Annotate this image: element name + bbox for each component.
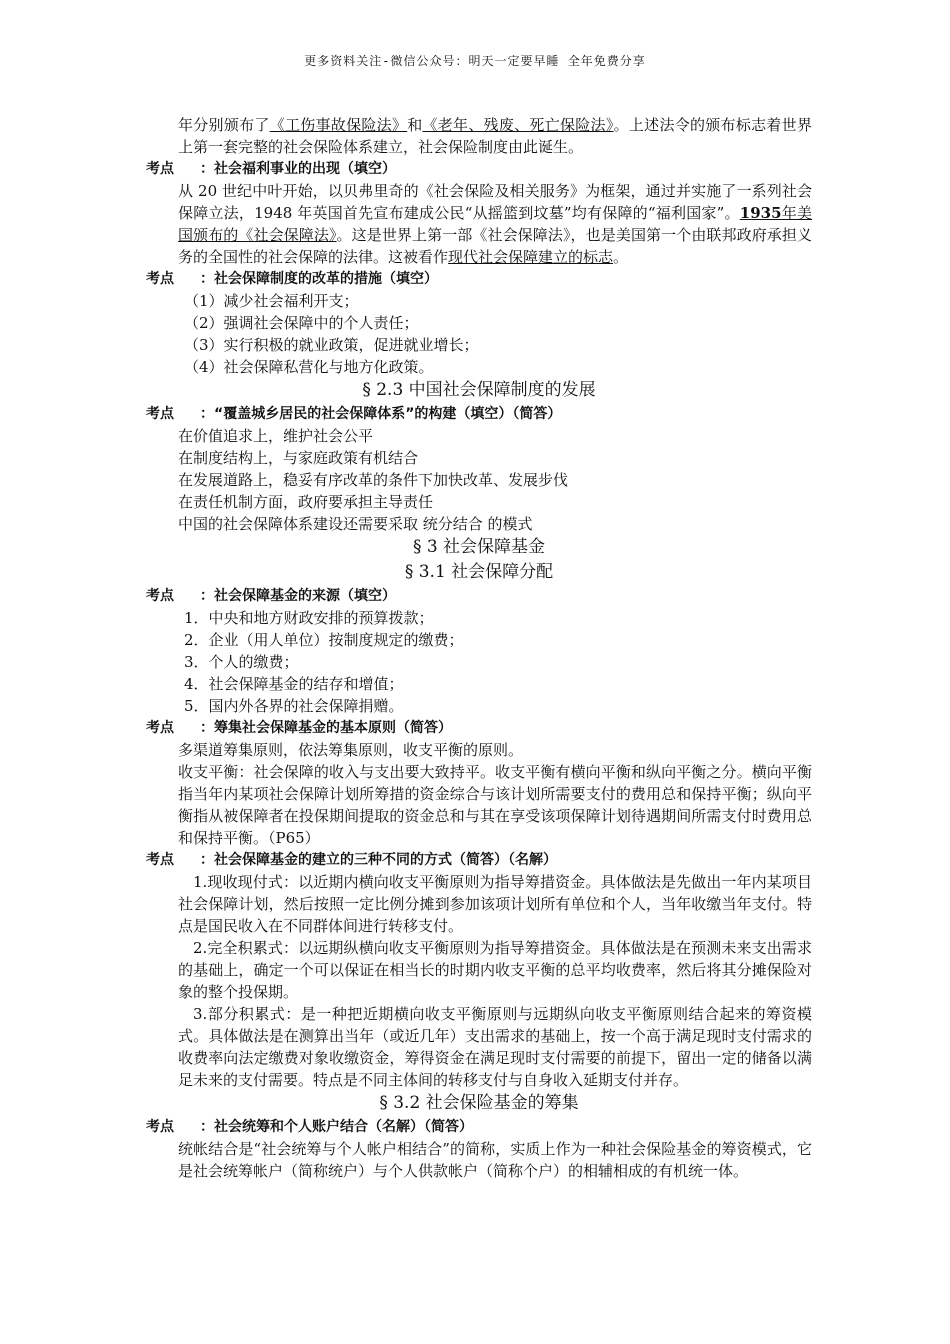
text-run: 和 [407, 116, 423, 134]
exam-point-heading [146, 585, 812, 607]
exam-point-title: ：社会保障基金的建立的三种不同的方式（简答）（名解） [200, 852, 557, 868]
list-item: （3）实行积极的就业政策，促进就业增长； [184, 336, 479, 354]
list-item: （1）减少社会福利开支； [184, 292, 359, 310]
exam-point-label: 考点 [146, 720, 174, 736]
list-item: 3．个人的缴费； [184, 653, 299, 671]
underlined-text: 《老年、残废、死亡保险法》 [422, 116, 614, 134]
list-item: 在价值追求上，维护社会公平 [178, 427, 374, 445]
section-heading: § 3.1 社会保障分配 [404, 562, 554, 582]
underlined-text: 《工伤事故保险法》 [269, 116, 408, 134]
section-heading: § 2.3 中国社会保障制度的发展 [362, 380, 596, 400]
section-heading: § 3.2 社会保险基金的筹集 [379, 1093, 579, 1113]
underlined-text: 现代社会保障建立的标志 [448, 248, 614, 266]
exam-point-label: 考点 [146, 1119, 174, 1135]
list-item: 4．社会保障基金的结存和增值； [184, 675, 404, 693]
exam-point-heading [146, 717, 812, 739]
text-run: 。这是世界上第一部《社会保障法》，也是美国第一个由联邦政府承担义务的全国性的社会保障的法律。这被看作 [178, 226, 812, 266]
page-header: 更多资料关注-微信公众号：明天一定要早睡 全年免费分享 [304, 54, 646, 68]
exam-point-heading [146, 403, 812, 425]
text-run: 。上述法令的颁布标志着世界上第一套完整的社会保险体系建立，社会保险制度由此诞生。 [178, 116, 812, 156]
exam-point-heading [146, 849, 812, 871]
list-item: 在发展道路上，稳妥有序改革的条件下加快改革、发展步伐 [178, 471, 569, 489]
exam-point-title: ：社会保障基金的来源（填空） [200, 588, 396, 604]
paragraph: 2.完全积累式：以远期纵横向收支平衡原则为指导筹措资金。具体做法是在预测未来支出需求的基础上，确定一个可以保证在相当长的时期内收支平衡的总平均收费率，然后将其分摊保险对象的整个投保期。 [178, 939, 812, 1001]
paragraph: 1.现收现付式：以近期内横向收支平衡原则为指导筹措资金。具体做法是先做出一年内某项目社会保障计划，然后按照一定比例分摊到参加该项计划所有单位和个人，当年收缴当年支付。特点是国民收入在不同群体间进行转移支付。 [178, 873, 812, 935]
list-item: 1．中央和地方财政安排的预算拨款； [184, 609, 434, 627]
section-heading: § 3 社会保障基金 [412, 537, 546, 557]
list-item: （2）强调社会保障中的个人责任； [184, 314, 419, 332]
exam-point-title: ：筹集社会保障基金的基本原则（简答） [200, 720, 452, 736]
underlined-text: 年美国颁布的《社会保障法》 [178, 204, 812, 244]
exam-point-label: 考点 [146, 588, 174, 604]
text-run: 年分别颁布了 [178, 116, 270, 134]
exam-point-title: ：社会统筹和个人账户结合（名解）（简答） [200, 1119, 473, 1135]
paragraph-insurance-laws [146, 114, 812, 158]
text-run: 。 [613, 248, 629, 266]
exam-point-label: 考点 [146, 271, 174, 287]
paragraph: 统帐结合是“社会统筹与个人帐户相结合”的简称，实质上作为一种社会保险基金的筹资模式，它是社会统筹帐户（简称统户）与个人供款帐户（简称个户）的相辅相成的有机统一体。 [178, 1140, 812, 1180]
paragraph-welfare-state [146, 180, 812, 268]
exam-point-label: 考点 [146, 406, 174, 422]
list-item: （4）社会保障私营化与地方化政策。 [184, 358, 434, 376]
exam-point-label: 考点 [146, 852, 174, 868]
list-item: 在制度结构上，与家庭政策有机结合 [178, 449, 419, 467]
list-item: 2．企业（用人单位）按制度规定的缴费； [184, 631, 464, 649]
list-item: 中国的社会保障体系建设还需要采取 统分结合 的模式 [178, 515, 533, 533]
exam-point-heading [146, 1116, 812, 1138]
paragraph: 多渠道筹集原则，依法筹集原则，收支平衡的原则。 [178, 741, 524, 759]
exam-point-heading [146, 158, 812, 180]
underlined-bold-text: 1935 [739, 204, 782, 222]
paragraph: 3.部分积累式：是一种把近期横向收支平衡原则与远期纵向收支平衡原则结合起来的筹资模式。具体做法是在测算出当年（或近几年）支出需求的基础上，按一个高于满足现时支付需求的收费率向法定缴费对象收缴资金，筹得资金在满足现时支付需要的前提下，留出一定的储备以满足未来的支付需要。特点是不同主体间的转移支付与自身收入延期支付并存。 [178, 1005, 812, 1089]
exam-point-label: 考点 [146, 161, 174, 177]
exam-point-title: ：社会福利事业的出现（填空） [200, 161, 396, 177]
text-run: 从 20 世纪中叶开始，以贝弗里奇的《社会保险及相关服务》为框架，通过并实施了一系列社会保障立法，1948 年英国首先宣布建成公民“从摇篮到坟墓”均有保障的“福利国家”。 [178, 182, 812, 222]
document-body [146, 114, 812, 1182]
exam-point-heading [146, 268, 812, 290]
paragraph: 收支平衡：社会保障的收入与支出要大致持平。收支平衡有横向平衡和纵向平衡之分。横向平衡指当年内某项社会保障计划所筹措的资金综合与该计划所需要支付的费用总和保持平衡；纵向平衡指从被保障者在投保期间提取的资金总和与其在享受该项保障计划待遇期间所需支付时费用总和保持平衡。（P65） [178, 763, 812, 847]
exam-point-title: ：社会保障制度的改革的措施（填空） [200, 271, 438, 287]
list-item: 5．国内外各界的社会保障捐赠。 [184, 697, 404, 715]
list-item: 在责任机制方面，政府要承担主导责任 [178, 493, 434, 511]
exam-point-title: ：“覆盖城乡居民的社会保障体系”的构建（填空）（简答） [200, 406, 562, 422]
